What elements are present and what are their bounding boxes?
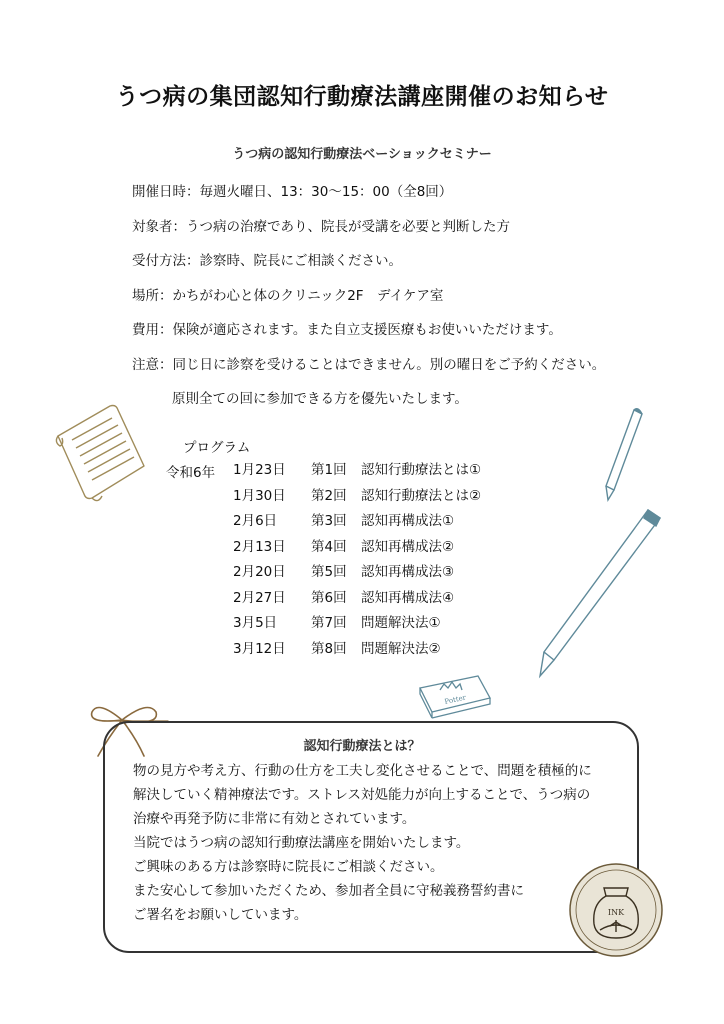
eraser-label: Potter bbox=[443, 693, 467, 706]
session-date: 2月20日 bbox=[233, 564, 286, 580]
about-line: 物の見方や考え方、行動の仕方を工夫し変化させることで、問題を積極的に bbox=[133, 763, 592, 779]
info-reception: 受付方法：診察時、院長にご相談ください。 bbox=[132, 253, 402, 269]
program-heading: プログラム bbox=[183, 440, 251, 456]
about-line: 当院ではうつ病の認知行動療法講座を開始いたします。 bbox=[133, 835, 470, 851]
about-cbt-title: 認知行動療法とは？ bbox=[303, 739, 421, 754]
page-title: うつ病の集団認知行動療法講座開催のお知らせ bbox=[115, 84, 609, 110]
session-topic: 問題解決法① bbox=[361, 615, 441, 631]
session-date: 2月13日 bbox=[233, 538, 286, 555]
session-date: 3月5日 bbox=[233, 615, 278, 631]
session-number: 第1回 bbox=[311, 462, 347, 478]
session-row bbox=[233, 561, 481, 587]
info-caution: 注意：同じ日に診察を受けることはできません。別の曜日をご予約ください。 bbox=[132, 356, 606, 373]
session-topic: 認知再構成法③ bbox=[361, 564, 455, 580]
ink-bottle-icon bbox=[566, 860, 666, 960]
session-row bbox=[233, 638, 481, 664]
pencil-icon bbox=[536, 504, 666, 680]
info-priority: 原則全ての回に参加できる方を優先いたします。 bbox=[172, 391, 468, 407]
session-number: 第5回 bbox=[311, 564, 347, 580]
eraser-icon bbox=[414, 668, 496, 720]
session-date: 2月27日 bbox=[233, 589, 286, 606]
session-topic: 認知再構成法④ bbox=[361, 589, 455, 606]
session-topic: 認知再構成法② bbox=[361, 538, 455, 555]
session-topic: 認知行動療法とは② bbox=[361, 487, 482, 504]
session-row bbox=[233, 510, 481, 536]
info-cost: 費用：保険が適応されます。また自立支援医療もお使いいただけます。 bbox=[132, 322, 562, 338]
scroll-paper-icon bbox=[52, 400, 152, 506]
session-number: 第3回 bbox=[311, 513, 347, 529]
about-line: また安心して参加いただくため、参加者全員に守秘義務誓約書に bbox=[133, 883, 524, 899]
session-date: 1月23日 bbox=[233, 462, 286, 478]
page-subtitle: うつ病の認知行動療法ベーショックセミナー bbox=[232, 147, 492, 162]
about-line: ご署名をお願いしています。 bbox=[133, 907, 308, 923]
session-row bbox=[233, 485, 481, 511]
session-row bbox=[233, 587, 481, 613]
about-line: ご興味のある方は診察時に院長にご相談ください。 bbox=[133, 859, 444, 875]
session-number: 第6回 bbox=[311, 589, 347, 606]
session-number: 第4回 bbox=[311, 538, 347, 555]
about-line: 解決していく精神療法です。ストレス対処能力が向上することで、うつ病の bbox=[133, 787, 591, 803]
session-row bbox=[233, 536, 481, 562]
session-number: 第2回 bbox=[311, 487, 347, 504]
session-topic: 認知行動療法とは① bbox=[361, 462, 482, 478]
session-row bbox=[233, 459, 481, 485]
session-date: 3月12日 bbox=[233, 640, 286, 657]
session-date: 2月6日 bbox=[233, 513, 278, 529]
session-number: 第8回 bbox=[311, 640, 347, 657]
pencil-icon bbox=[598, 404, 648, 504]
program-year: 令和6年 bbox=[166, 465, 216, 481]
program-schedule bbox=[233, 459, 481, 663]
about-line: 治療や再発予防に非常に有効とされています。 bbox=[133, 811, 416, 827]
info-target: 対象者：うつ病の治療であり、院長が受講を必要と判断した方 bbox=[132, 218, 510, 235]
info-location: 場所：かちがわ心と体のクリニック2F デイケア室 bbox=[132, 287, 444, 304]
session-topic: 認知再構成法① bbox=[361, 513, 455, 529]
event-info bbox=[132, 181, 605, 423]
session-date: 1月30日 bbox=[233, 487, 286, 504]
session-row bbox=[233, 612, 481, 638]
session-topic: 問題解決法② bbox=[361, 640, 441, 657]
info-datetime: 開催日時：毎週火曜日、13：30〜15：00（全8回） bbox=[132, 184, 453, 200]
ink-label: INK bbox=[607, 908, 625, 917]
session-number: 第7回 bbox=[311, 615, 347, 631]
about-cbt-body bbox=[133, 760, 592, 928]
